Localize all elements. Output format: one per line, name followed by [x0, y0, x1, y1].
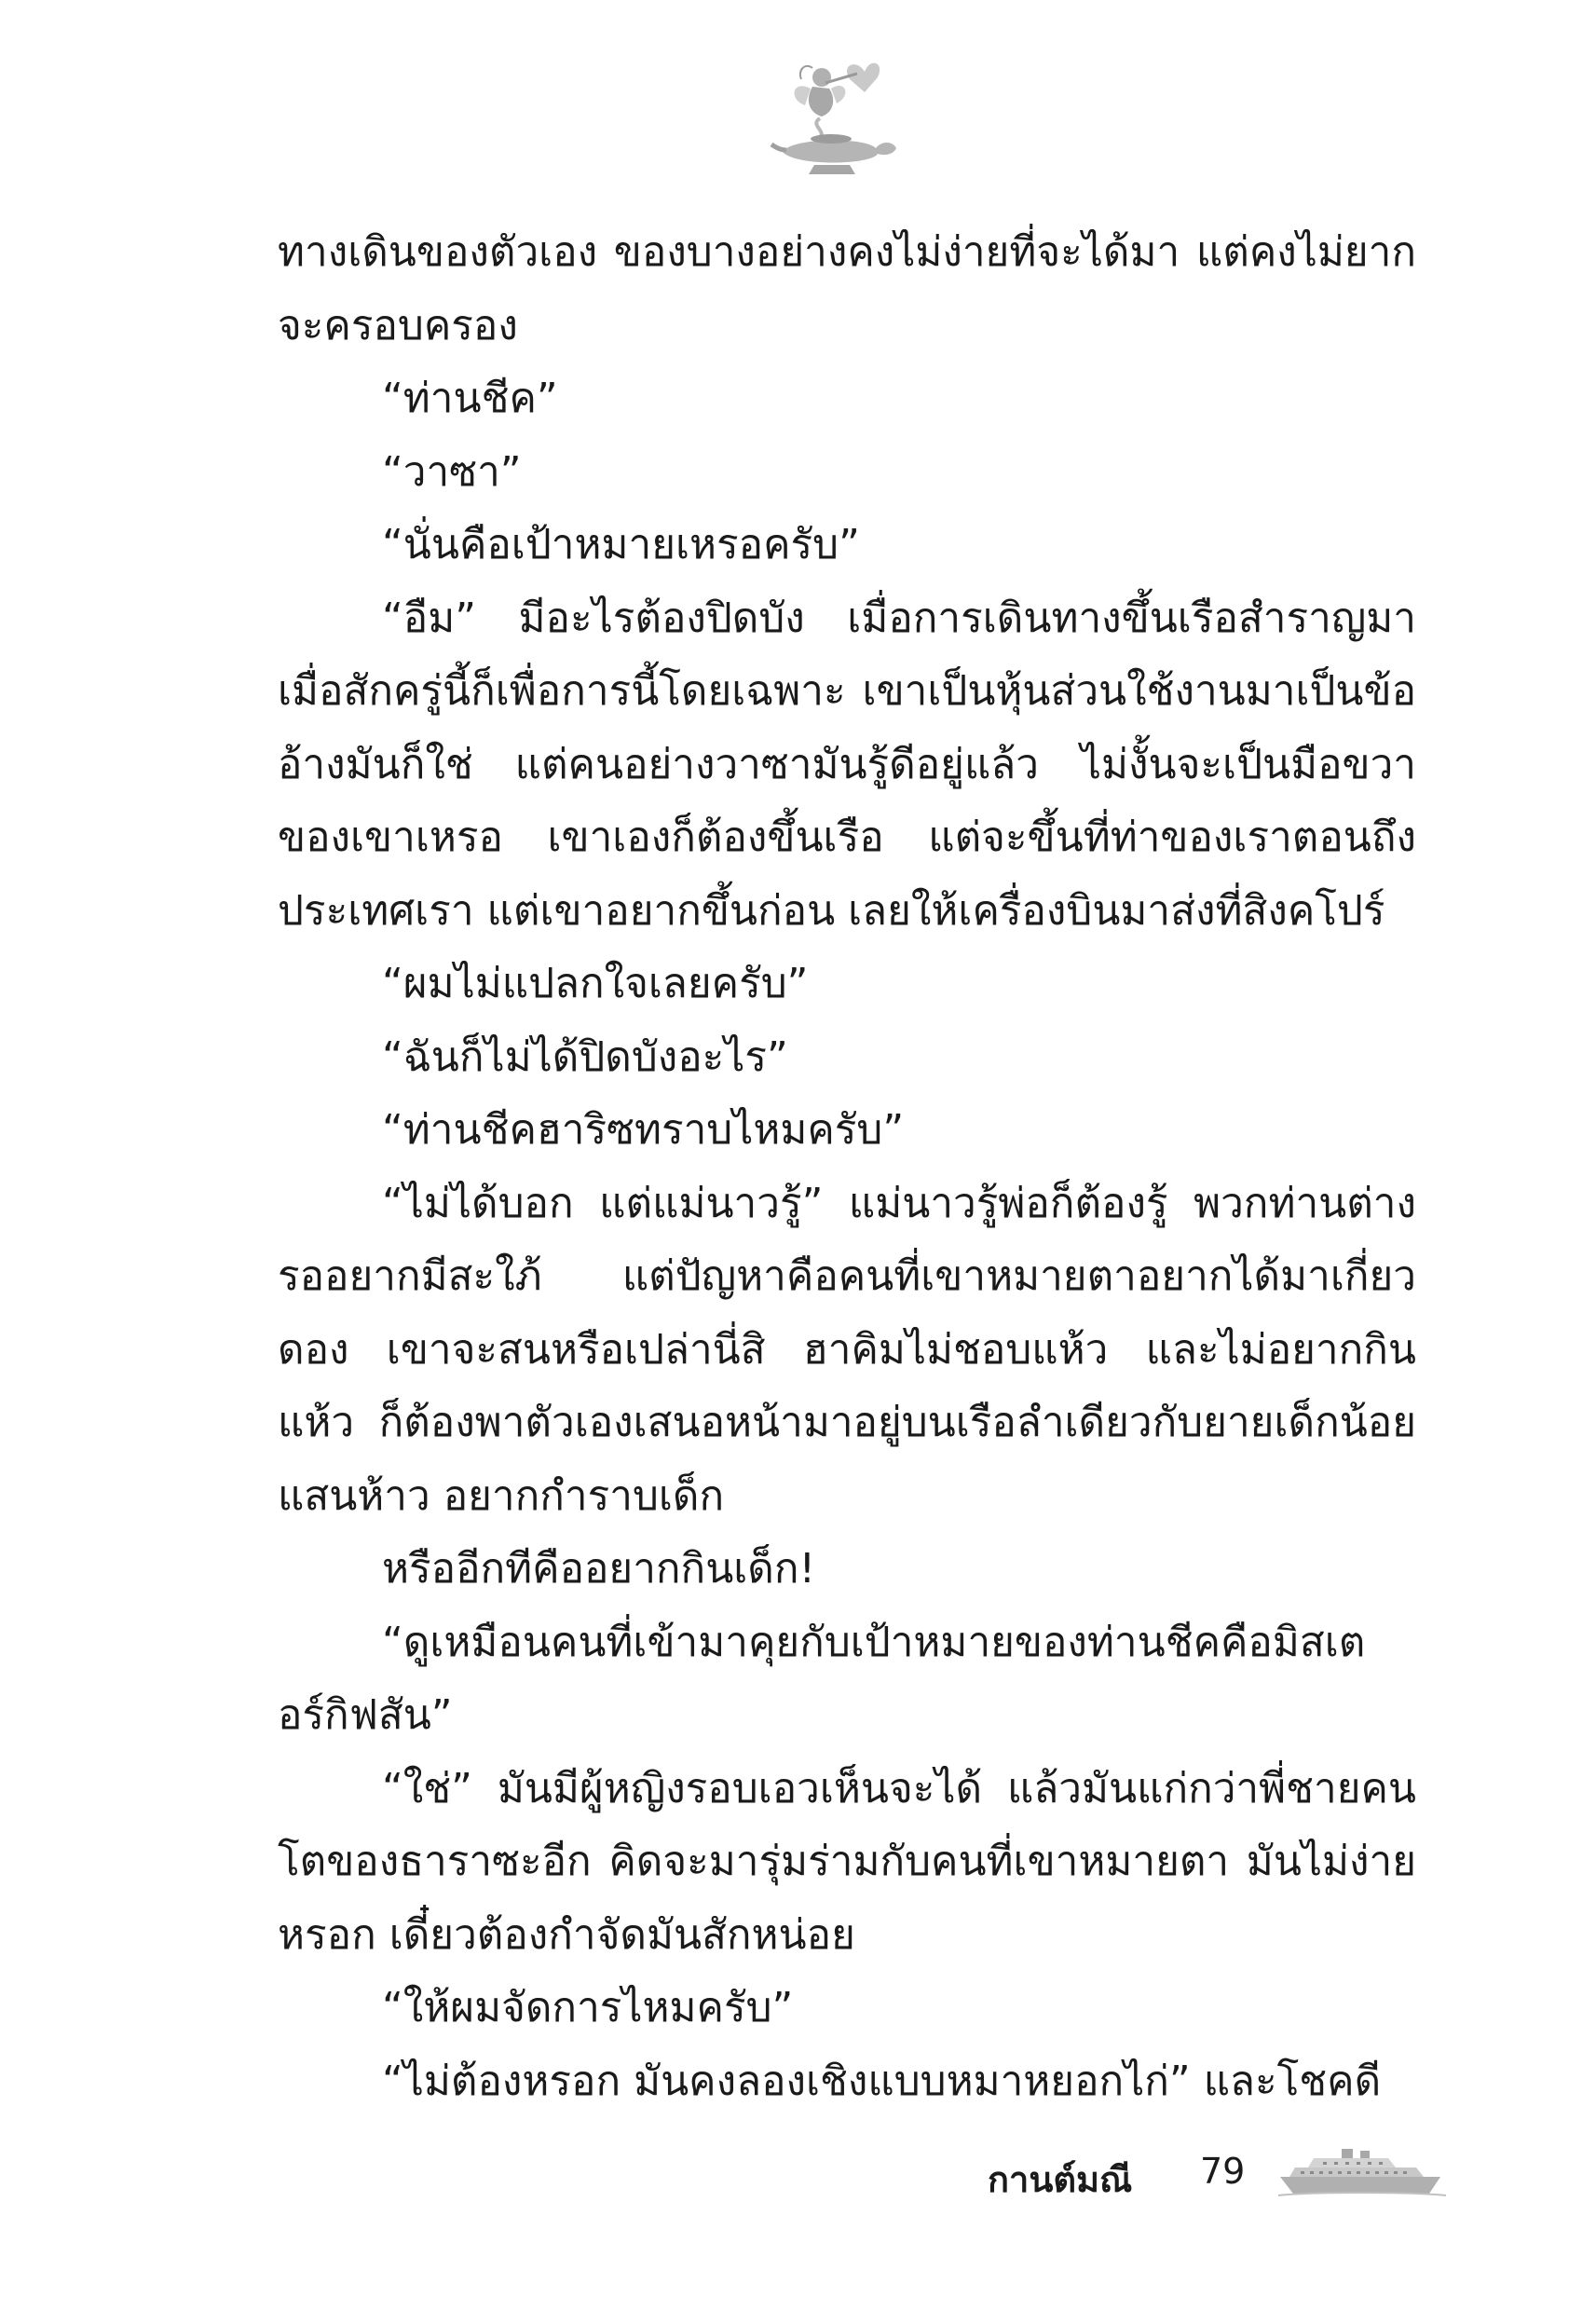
genie-lamp-cupid-icon — [764, 51, 904, 182]
page-footer — [988, 2143, 1444, 2218]
paragraph: “นั่นคือเป้าหมายเหรอครับ” — [382, 521, 860, 568]
paragraph: “ไม่ได้บอก แต่แม่นาวรู้” แม่นาวรู้พ่อก็ต้องรู้ พวกท่านต่างรออยากมีสะใภ้ แต่ปัญหาคือคนที่เขาหมายตาอยากได้มาเกี่ยวดอง เขาจะสนหรือเปล่านี่สิ ฮาคิมไม่ชอบแห้ว และไม่อยากกินแห้ว ก็ต้องพาตัวเองเสนอหน้ามาอยู่บนเรือลำเดียวกับยายเด็กน้อยแสนห้าว อยากกำราบเด็ก — [278, 1179, 1416, 1520]
body-text — [278, 216, 1416, 2118]
paragraph: หรืออีกทีคืออยากกินเด็ก! — [382, 1545, 816, 1593]
book-title: กานต์มณี — [988, 2159, 1133, 2200]
paragraph: “ไม่ต้องหรอก มันคงลองเชิงแบบหมาหยอกไก่” และโชคดี — [382, 2057, 1382, 2105]
paragraph: “ท่านชีค” — [382, 375, 558, 422]
paragraph: “ท่านชีคฮาริซทราบไหมครับ” — [382, 1106, 905, 1154]
paragraph: “ใช่” มันมีผู้หญิงรอบเอวเห็นจะได้ แล้วมันแก่กว่าพี่ชายคนโตของธาราซะอีก คิดจะมารุ่มร่ามกับคนที่เขาหมายตา มันไม่ง่ายหรอก เดี๋ยวต้องกำจัดมันสักหน่อย — [278, 1764, 1416, 1959]
paragraph: ทางเดินของตัวเอง ของบางอย่างคงไม่ง่ายที่จะได้มา แต่คงไม่ยากจะครอบครอง — [278, 228, 1416, 349]
paragraph: “ดูเหมือนคนที่เข้ามาคุยกับเป้าหมายของท่านชีคคือมิสเตอร์กิฟสัน” — [278, 1618, 1366, 1739]
cruise-ship-icon — [1276, 2145, 1449, 2199]
paragraph: “อืม” มีอะไรต้องปิดบัง เมื่อการเดินทางขึ้นเรือสำราญมาเมื่อสักครู่นี้ก็เพื่อการนี้โดยเฉพาะ เขาเป็นหุ้นส่วนใช้งานมาเป็นข้ออ้างมันก็ใช่ แต่คนอย่างวาซามันรู้ดีอยู่แล้ว ไม่งั้นจะเป็นมือขวาของเขาเหรอ เขาเองก็ต้องขึ้นเรือ แต่จะขึ้นที่ท่าของเราตอนถึงประเทศเรา แต่เขาอยากขึ้นก่อน เลยให้เครื่องบินมาส่งที่สิงคโปร์ — [278, 594, 1416, 935]
paragraph: “วาซา” — [382, 447, 522, 496]
paragraph: “ฉันก็ไม่ได้ปิดบังอะไร” — [382, 1032, 788, 1081]
paragraph: “ให้ผมจัดการไหมครับ” — [382, 1984, 794, 2031]
page-number: 79 — [1200, 2151, 1246, 2192]
paragraph: “ผมไม่แปลกใจเลยครับ” — [382, 960, 809, 1007]
